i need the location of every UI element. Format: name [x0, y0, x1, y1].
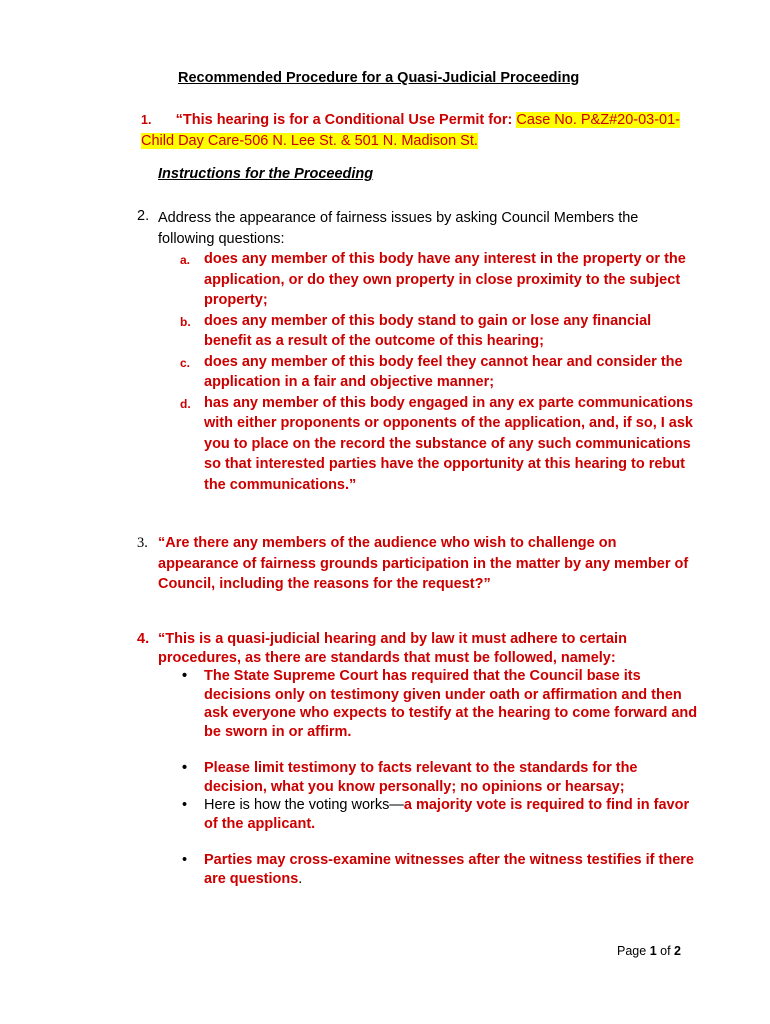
question-c-text: does any member of this body feel they cannot hear and consider the application in a fair and objective manner;	[204, 353, 683, 390]
question-b-text: does any member of this body stand to gain or lose any financial benefit as a result of the outcome of this hearing;	[204, 312, 652, 349]
bullet-testimony-text: Please limit testimony to facts relevant to the standards for the decision, what you know personally; no opinions or hearsay;	[204, 760, 638, 795]
page-total: 2	[674, 944, 681, 958]
bullet-testimony	[158, 759, 698, 796]
bullet-cross-exam-end: .	[298, 870, 303, 887]
fairness-questions-list	[158, 249, 698, 495]
page-of: of	[660, 944, 671, 958]
item-1	[141, 110, 701, 152]
bullet-cross-exam-text: Parties may cross-examine witnesses after the witness testifies if there are questions	[204, 852, 694, 887]
item-3-number: 3.	[137, 535, 148, 551]
bullet-icon: •	[182, 797, 188, 813]
bullet-icon: •	[182, 852, 188, 868]
item-1-quote: “This hearing is for a Conditional Use Permit for:	[175, 112, 513, 128]
page-footer	[617, 944, 681, 958]
procedure-bullets-3	[158, 851, 698, 888]
question-a	[158, 249, 698, 311]
item-4	[158, 630, 698, 888]
question-b-letter: b.	[180, 314, 191, 329]
item-2-intro: Address the appearance of fairness issues by asking Council Members the following questions:	[158, 210, 639, 247]
instructions-heading: Instructions for the Proceeding	[158, 166, 374, 182]
question-d-text: has any member of this body engaged in any ex parte communications with either proponents or opponents of the application, and, if so, I ask you to place on the record the substance of any such communications so that interested parties have the opportunity at this hearing to rebut the communications.”	[204, 394, 694, 493]
procedure-bullets-2	[158, 759, 698, 833]
page-label: Page	[617, 944, 647, 958]
page-number: 1	[649, 944, 657, 958]
bullet-icon: •	[182, 760, 188, 776]
item-3-text: “Are there any members of the audience who wish to challenge on appearance of fairness grounds participation in the matter by any member of Council, including the reasons for the request?”	[158, 535, 689, 592]
case-number: Case No. P&Z#20-03-01-Child Day Care-506 N. Lee St. & 501 N. Madison St.	[141, 112, 681, 149]
document-title: Recommended Procedure for a Quasi-Judicial Proceeding	[178, 70, 580, 86]
question-b	[158, 311, 698, 352]
question-c	[158, 352, 698, 393]
question-c-letter: c.	[180, 355, 191, 370]
item-1-number: 1.	[141, 113, 152, 127]
bullet-voting-bold: a majority vote is required to find in favor of the applicant.	[204, 797, 690, 832]
item-2-number: 2.	[137, 208, 150, 224]
bullet-voting	[158, 796, 698, 833]
procedure-bullets	[158, 667, 698, 741]
bullet-voting-plain: Here is how the voting works—	[204, 797, 404, 813]
bullet-icon: •	[182, 668, 188, 684]
bullet-cross-exam	[158, 851, 698, 888]
item-4-number: 4.	[137, 631, 150, 647]
question-a-text: does any member of this body have any interest in the property or the application, or do they own property in close proximity to the subject property;	[204, 251, 686, 308]
item-2	[158, 208, 698, 495]
question-d	[158, 393, 698, 496]
item-4-intro: “This is a quasi-judicial hearing and by law it must adhere to certain procedures, as there are standards that must be followed, namely:	[158, 631, 627, 666]
question-d-letter: d.	[180, 396, 191, 411]
bullet-oath-text: The State Supreme Court has required that the Council base its decisions only on testimony given under oath or affirmation and then ask everyone who expects to testify at the hearing to come forward and be sworn in or affirm.	[204, 668, 698, 740]
question-a-letter: a.	[180, 253, 191, 267]
bullet-oath	[158, 667, 698, 741]
